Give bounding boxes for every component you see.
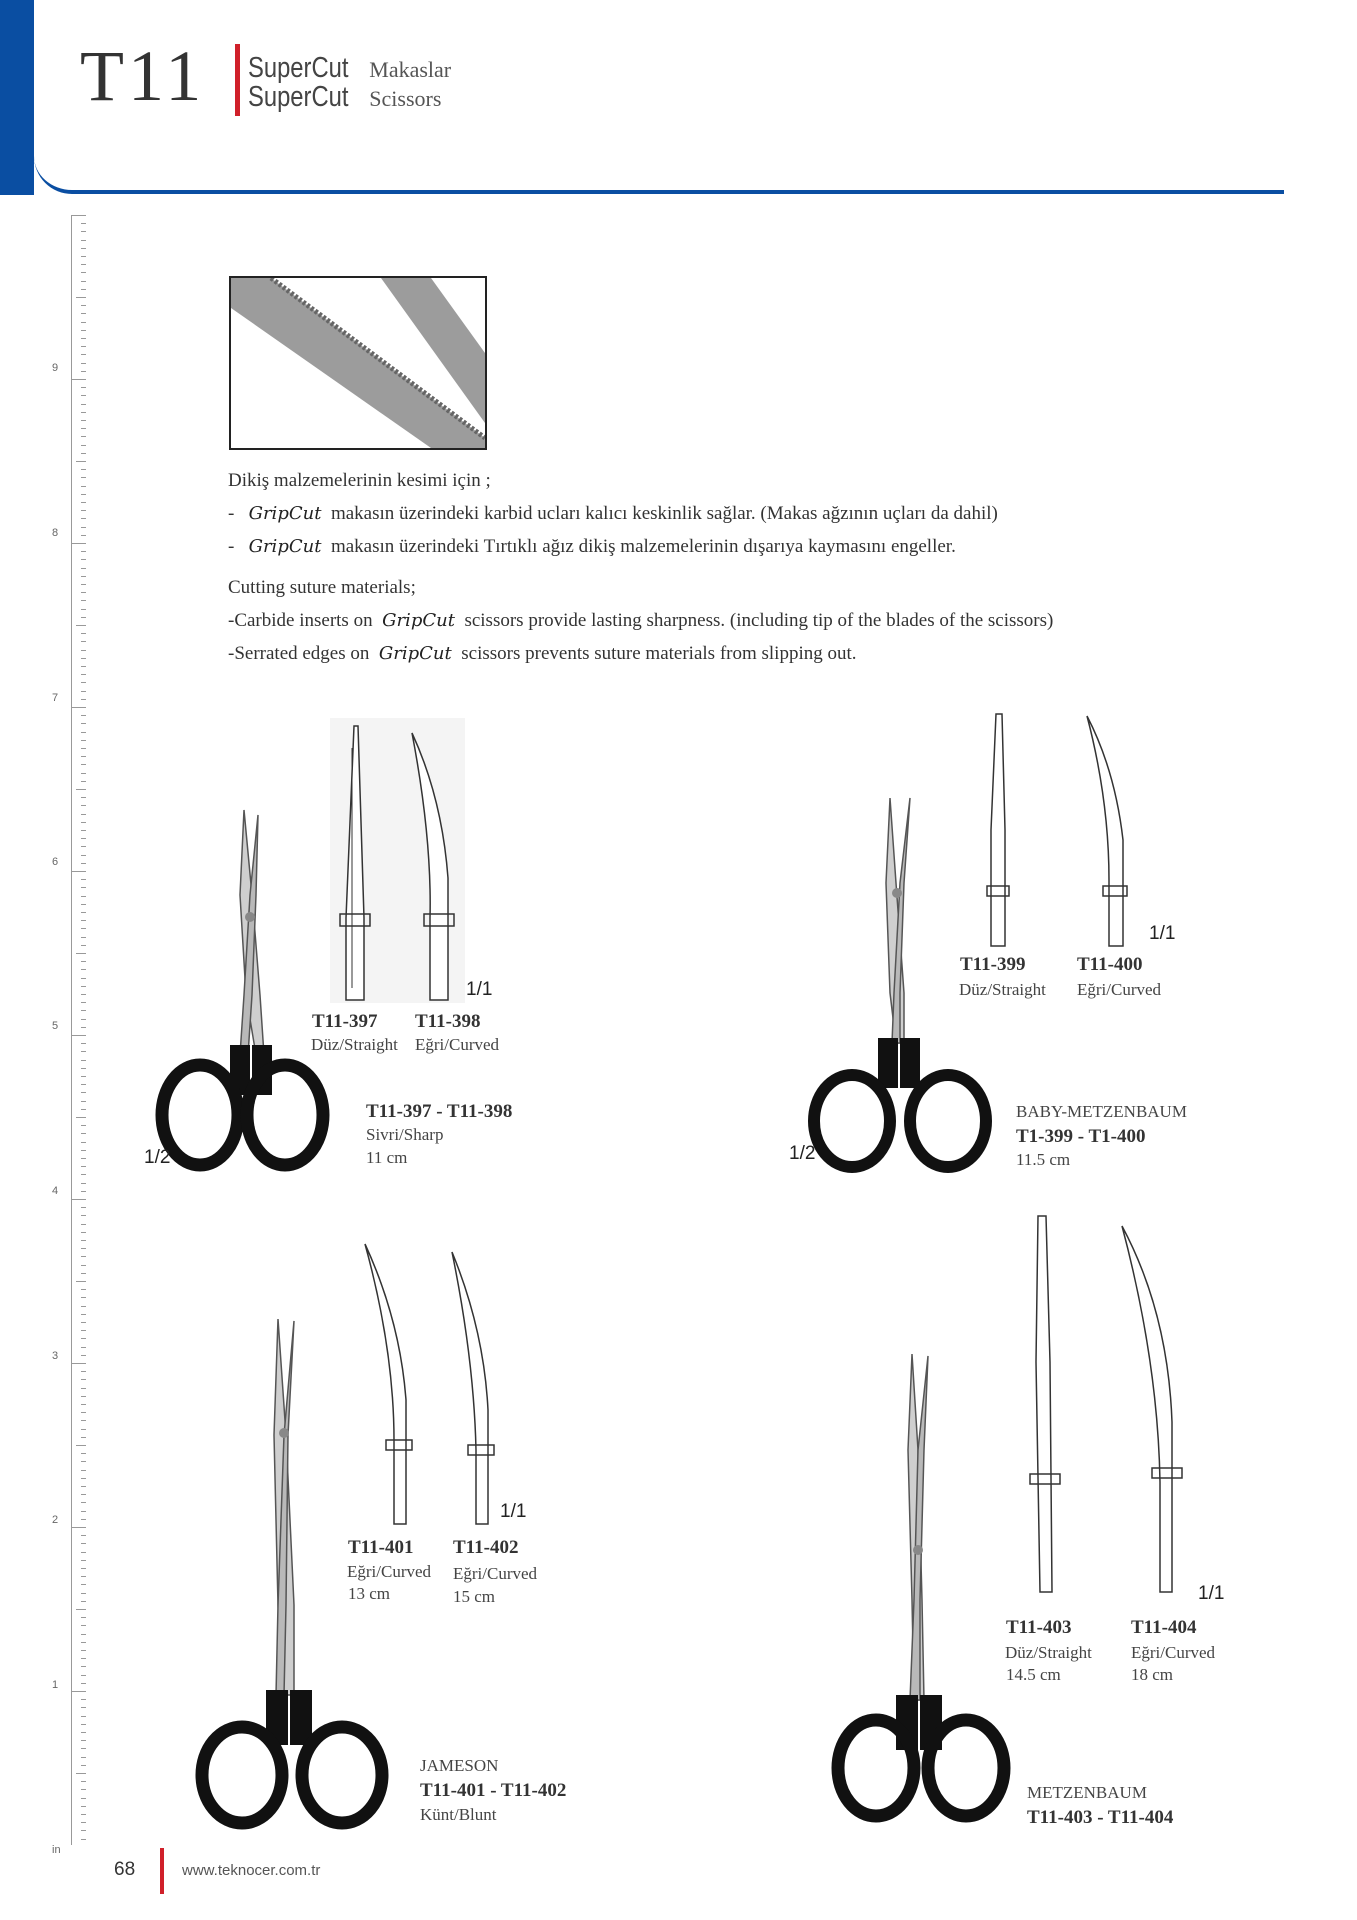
ruler-tick: [81, 1453, 86, 1454]
detail-scale-label: 1/1: [466, 979, 493, 1000]
footer-divider: [160, 1848, 164, 1894]
ruler-tick: [81, 1322, 86, 1323]
ruler-tick: [81, 1273, 86, 1274]
ruler-tick: [81, 650, 86, 651]
ruler-tick: [81, 1666, 86, 1667]
ruler-tick: [81, 1822, 86, 1823]
variant-type: Eğri/Curved: [1131, 1643, 1216, 1662]
ruler-tick: [81, 764, 86, 765]
product-length: 11 cm: [366, 1148, 408, 1167]
ruler-tick: [72, 1199, 86, 1200]
ruler-tick: [81, 346, 86, 347]
ruler-tick: [81, 1732, 86, 1733]
ruler-tick: [81, 313, 86, 314]
scissors-detail-image: [330, 718, 470, 1003]
website-link[interactable]: www.teknocer.com.tr: [182, 1862, 321, 1879]
variant-code: T11-402: [453, 1537, 519, 1558]
ruler-tick: [81, 272, 86, 273]
ruler-tick: [81, 1806, 86, 1807]
ruler-tick: [81, 1748, 86, 1749]
variant-type: Eğri/Curved: [1077, 980, 1162, 999]
ruler-tick: [81, 305, 86, 306]
ruler-tick: [81, 363, 86, 364]
ruler-tick: [81, 387, 86, 388]
ruler-tick: [81, 633, 86, 634]
ruler-tick: [81, 1420, 86, 1421]
ruler-tick: [81, 559, 86, 560]
ruler-tick: [81, 1634, 86, 1635]
ruler-tick: [81, 1625, 86, 1626]
ruler-tick: [81, 1289, 86, 1290]
variant-code: T11-401: [348, 1537, 414, 1558]
ruler-tick: [81, 1207, 86, 1208]
variant-code: T11-397: [312, 1011, 378, 1032]
ruler-tick: [81, 1650, 86, 1651]
product-range: T11-401 - T11-402: [420, 1780, 567, 1801]
ruler-tick: [81, 436, 86, 437]
ruler-tick: [81, 1306, 86, 1307]
variant-code: T11-404: [1131, 1617, 1197, 1638]
ruler-tick: [81, 1297, 86, 1298]
ruler-tick: [76, 1117, 86, 1118]
ruler-tick: [81, 289, 86, 290]
ruler-tick: [81, 756, 86, 757]
ruler-tick: [81, 486, 86, 487]
ruler-tick: [81, 600, 86, 601]
ruler-tick: [81, 223, 86, 224]
variant-length: 15 cm: [453, 1587, 496, 1606]
ruler-tick: [81, 322, 86, 323]
variant-type: Düz/Straight: [959, 980, 1046, 999]
ruler-tick: [81, 855, 86, 856]
ruler-tick: [81, 1839, 86, 1840]
ruler-tick: [81, 1101, 86, 1102]
ruler-tick: [81, 896, 86, 897]
intro-en-line1: -Carbide inserts on GripCut scissors provide lasting sharpness. (including tip of the blades of the scissors): [228, 610, 1054, 631]
ruler-tick: [81, 1519, 86, 1520]
ruler-tick: [72, 1527, 86, 1528]
product-range: T11-397 - T11-398: [366, 1101, 513, 1122]
ruler-tick: [81, 412, 86, 413]
full-scale-label: 1/2: [144, 1147, 171, 1168]
ruler-tick: [81, 404, 86, 405]
variant-code: T11-403: [1006, 1617, 1072, 1638]
brand-name: SuperCut: [248, 52, 349, 84]
ruler-tick: [81, 1429, 86, 1430]
ruler-tick: [81, 1535, 86, 1536]
ruler-tick: [81, 1658, 86, 1659]
ruler-tick: [81, 1814, 86, 1815]
ruler-tick: [81, 445, 86, 446]
ruler-tick: [81, 814, 86, 815]
ruler-tick: [81, 682, 86, 683]
scissors-full-image: [160, 805, 300, 1175]
gripcut-brand: GripCut: [248, 503, 322, 524]
ruler-tick: [81, 1265, 86, 1266]
ruler-tick: [81, 715, 86, 716]
ruler-tick: [81, 576, 86, 577]
ruler-tick: [81, 256, 86, 257]
ruler-tick: [81, 805, 86, 806]
ruler-tick: [81, 1084, 86, 1085]
ruler-tick: [81, 969, 86, 970]
ruler-tick: [81, 609, 86, 610]
scissors-full-image: [830, 1350, 1030, 1825]
ruler-tick: [81, 1215, 86, 1216]
ruler-tick: [81, 1388, 86, 1389]
variant-type: Eğri/Curved: [347, 1562, 432, 1581]
ruler-tick: [81, 395, 86, 396]
ruler-tick: [81, 281, 86, 282]
ruler-tick: [81, 1019, 86, 1020]
ruler-tick: [76, 461, 86, 462]
ruler-tick: [81, 1798, 86, 1799]
product-name: BABY-METZENBAUM: [1016, 1102, 1187, 1121]
ruler-tick: [81, 912, 86, 913]
ruler-tick: [81, 428, 86, 429]
ruler-tick: [72, 707, 86, 708]
ruler-tick: [81, 551, 86, 552]
ruler-tick: [81, 986, 86, 987]
scissors-detail-image: [1010, 1212, 1210, 1597]
ruler-tick: [81, 1470, 86, 1471]
ruler-tick: [81, 674, 86, 675]
ruler-tick: [81, 904, 86, 905]
ruler-tick: [81, 1781, 86, 1782]
ruler-tick: [81, 830, 86, 831]
intro-en-line2: -Serrated edges on GripCut scissors prevents suture materials from slipping out.: [228, 643, 857, 664]
ruler-tick: [81, 1330, 86, 1331]
ruler-tick: [81, 1010, 86, 1011]
ruler-tick: [81, 740, 86, 741]
ruler-tick: [81, 1511, 86, 1512]
ruler-tick: [76, 789, 86, 790]
ruler-tick: [81, 1256, 86, 1257]
ruler-tick: [76, 625, 86, 626]
ruler-tick: [81, 1248, 86, 1249]
ruler-tick: [81, 1486, 86, 1487]
ruler-tick: [76, 297, 86, 298]
ruler-tick: [81, 1092, 86, 1093]
blade-detail-graphic: [231, 278, 485, 448]
inch-ruler: [40, 215, 80, 1845]
ruler-tick: [81, 1757, 86, 1758]
ruler-tick: [81, 1716, 86, 1717]
ruler-tick: [81, 797, 86, 798]
variant-type: Eğri/Curved: [415, 1035, 500, 1054]
page-number: 68: [114, 1859, 136, 1880]
ruler-tick: [81, 658, 86, 659]
ruler-line: [71, 215, 72, 1845]
ruler-tick: [81, 1617, 86, 1618]
ruler-tick: [81, 1601, 86, 1602]
ruler-tick: [81, 231, 86, 232]
ruler-tick: [81, 1060, 86, 1061]
intro-tr-heading: Dikiş malzemelerinin kesimi için ;: [228, 470, 491, 491]
ruler-tick: [81, 838, 86, 839]
ruler-tick: [81, 723, 86, 724]
header-divider: [235, 44, 240, 116]
ruler-tick: [81, 617, 86, 618]
ruler-tick: [81, 1568, 86, 1569]
ruler-tick: [81, 1051, 86, 1052]
ruler-tick: [81, 1158, 86, 1159]
ruler-tick: [81, 937, 86, 938]
product-range: T1-399 - T1-400: [1016, 1126, 1146, 1147]
ruler-tick: [81, 1174, 86, 1175]
ruler-tick: [81, 1461, 86, 1462]
variant-length: 14.5 cm: [1006, 1665, 1061, 1684]
ruler-tick: [76, 953, 86, 954]
ruler-tick: [81, 354, 86, 355]
ruler-tick: [81, 420, 86, 421]
ruler-tick: [81, 846, 86, 847]
ruler-tick: [81, 1002, 86, 1003]
ruler-tick: [81, 568, 86, 569]
ruler-tick: [81, 1502, 86, 1503]
variant-type: Eğri/Curved: [453, 1564, 538, 1583]
product-tip: Sivri/Sharp: [366, 1125, 444, 1144]
ruler-tick: [81, 1166, 86, 1167]
gripcut-brand: GripCut: [378, 643, 452, 664]
product-length: 11.5 cm: [1016, 1150, 1071, 1169]
ruler-tick: [81, 1396, 86, 1397]
full-scale-label: 1/2: [789, 1143, 816, 1164]
ruler-tick: [81, 453, 86, 454]
ruler-tick: [81, 240, 86, 241]
ruler-tick: [81, 822, 86, 823]
product-tip: Künt/Blunt: [420, 1805, 497, 1824]
chapter-code: T11: [80, 36, 206, 116]
ruler-tick: [81, 666, 86, 667]
ruler-tick: [81, 945, 86, 946]
ruler-tick: [72, 379, 86, 380]
ruler-tick: [81, 773, 86, 774]
ruler-tick: [81, 330, 86, 331]
ruler-tick: [76, 1609, 86, 1610]
blade-detail-image: [229, 276, 487, 450]
ruler-tick: [81, 518, 86, 519]
header-panel: [34, 0, 1284, 194]
ruler-tick: [72, 1035, 86, 1036]
ruler-tick: [81, 863, 86, 864]
ruler-tick: [81, 879, 86, 880]
ruler-tick: [81, 699, 86, 700]
gripcut-brand: GripCut: [248, 536, 322, 557]
ruler-tick: [81, 1338, 86, 1339]
variant-code: T11-399: [960, 954, 1026, 975]
variant-length: 18 cm: [1131, 1665, 1174, 1684]
title-en: Scissors: [369, 86, 442, 111]
title-tr: Makaslar: [369, 57, 452, 82]
ruler-tick: [81, 1379, 86, 1380]
ruler-tick: [81, 584, 86, 585]
ruler-tick: [81, 1355, 86, 1356]
ruler-tick: [81, 1224, 86, 1225]
ruler-tick: [81, 1133, 86, 1134]
ruler-tick: [81, 1494, 86, 1495]
ruler-tick: [81, 1707, 86, 1708]
ruler-tick: [81, 1314, 86, 1315]
ruler-tick: [81, 1830, 86, 1831]
ruler-tick: [81, 248, 86, 249]
ruler-tick: [81, 1240, 86, 1241]
ruler-tick: [81, 469, 86, 470]
ruler-tick: [81, 641, 86, 642]
ruler-tick: [81, 748, 86, 749]
ruler-tick: [81, 1150, 86, 1151]
ruler-tick: [81, 1543, 86, 1544]
product-name: JAMESON: [420, 1756, 499, 1775]
ruler-tick: [81, 477, 86, 478]
ruler-tick: [81, 1675, 86, 1676]
ruler-tick: [81, 781, 86, 782]
ruler-tick: [81, 994, 86, 995]
ruler-tick: [81, 1191, 86, 1192]
ruler-tick: [81, 920, 86, 921]
intro-en-heading: Cutting suture materials;: [228, 577, 416, 598]
ruler-tick: [81, 1027, 86, 1028]
detail-scale-label: 1/1: [1198, 1583, 1225, 1604]
ruler-tick: [81, 1584, 86, 1585]
ruler-tick: [81, 1109, 86, 1110]
variant-length: 13 cm: [348, 1584, 391, 1603]
ruler-tick: [72, 1363, 86, 1364]
intro-tr-line2: - GripCut makasın üzerindeki Tırtıklı ağız dikiş malzemelerinin dışarıya kaymasını engeller.: [228, 536, 956, 557]
scissors-detail-image: [360, 1240, 520, 1530]
ruler-tick: [81, 887, 86, 888]
ruler-tick: [81, 1437, 86, 1438]
ruler-tick: [81, 1347, 86, 1348]
ruler-tick: [72, 215, 86, 216]
ruler-tick: [81, 502, 86, 503]
ruler-tick: [81, 1740, 86, 1741]
ruler-tick: [81, 338, 86, 339]
ruler-tick: [81, 1232, 86, 1233]
ruler-tick: [81, 592, 86, 593]
variant-type: Düz/Straight: [1005, 1643, 1092, 1662]
product-name: METZENBAUM: [1027, 1783, 1147, 1802]
scissors-detail-image: [975, 710, 1155, 950]
ruler-tick: [81, 1076, 86, 1077]
ruler-tick: [81, 928, 86, 929]
header-title-tr: [248, 54, 451, 83]
ruler-tick: [81, 1068, 86, 1069]
ruler-tick: [76, 1281, 86, 1282]
ruler-tick: [81, 1412, 86, 1413]
ruler-tick: [81, 1765, 86, 1766]
ruler-tick: [81, 1724, 86, 1725]
ruler-tick: [81, 1125, 86, 1126]
variant-code: T11-398: [415, 1011, 481, 1032]
variant-type: Düz/Straight: [311, 1035, 398, 1054]
ruler-tick: [81, 1478, 86, 1479]
ruler-tick: [76, 1773, 86, 1774]
ruler-tick: [81, 1142, 86, 1143]
ruler-tick: [81, 1683, 86, 1684]
ruler-tick: [72, 871, 86, 872]
ruler-tick: [81, 264, 86, 265]
ruler-tick: [76, 1445, 86, 1446]
ruler-tick: [81, 732, 86, 733]
ruler-tick: [81, 961, 86, 962]
ruler-tick: [81, 371, 86, 372]
ruler-tick: [81, 1642, 86, 1643]
ruler-tick: [81, 1043, 86, 1044]
ruler-tick: [81, 691, 86, 692]
brand-name: SuperCut: [248, 81, 349, 113]
product-range: T11-403 - T11-404: [1027, 1807, 1174, 1828]
header-blue-band: [0, 0, 34, 195]
ruler-tick: [81, 494, 86, 495]
ruler-tick: [81, 1552, 86, 1553]
ruler-tick: [81, 978, 86, 979]
ruler-tick: [81, 1699, 86, 1700]
ruler-tick: [81, 535, 86, 536]
ruler-tick: [81, 1560, 86, 1561]
gripcut-brand: GripCut: [382, 610, 455, 631]
variant-code: T11-400: [1077, 954, 1143, 975]
ruler-tick: [81, 1789, 86, 1790]
ruler-tick: [81, 1371, 86, 1372]
detail-scale-label: 1/1: [1149, 923, 1176, 944]
ruler-tick: [72, 543, 86, 544]
ruler-tick: [81, 510, 86, 511]
header-title-en: [248, 83, 441, 112]
ruler-tick: [81, 1183, 86, 1184]
ruler-tick: [72, 1691, 86, 1692]
intro-tr-line1: - GripCut makasın üzerindeki karbid ucları kalıcı keskinlik sağlar. (Makas ağzının uçları da dahil): [228, 503, 998, 524]
ruler-tick: [81, 1593, 86, 1594]
ruler-tick: [81, 1404, 86, 1405]
ruler-tick: [81, 527, 86, 528]
detail-scale-label: 1/1: [500, 1501, 527, 1522]
ruler-tick: [81, 1576, 86, 1577]
